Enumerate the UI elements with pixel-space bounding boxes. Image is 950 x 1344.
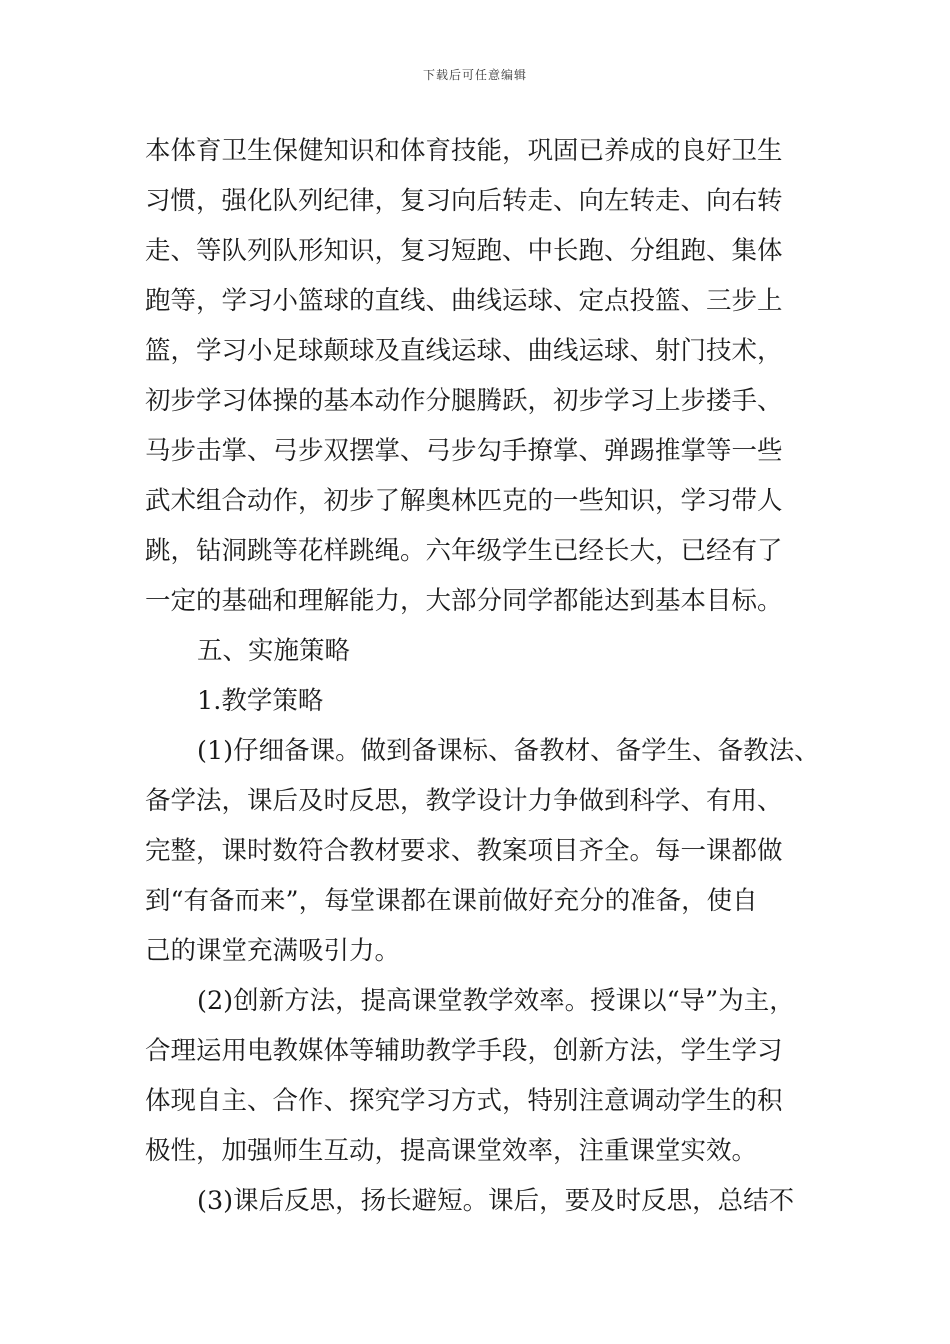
text-line: 武术组合动作，初步了解奥林匹克的一些知识，学习带人	[145, 486, 783, 516]
text-line: 体现自主、合作、探究学习方式，特别注意调动学生的积	[145, 1086, 783, 1116]
text-line: 初步学习体操的基本动作分腿腾跃，初步学习上步搂手、	[145, 386, 783, 416]
text-line: 跳，钻洞跳等花样跳绳。六年级学生已经长大，已经有了	[145, 536, 783, 566]
text-line: 篮，学习小足球颠球及直线运球、曲线运球、射门技术，	[145, 336, 783, 366]
text-line: 走、等队列队形知识，复习短跑、中长跑、分组跑、集体	[145, 236, 783, 266]
document-body	[145, 126, 825, 1226]
paragraph-start: (1)仔细备课。做到备课标、备教材、备学生、备教法、	[197, 736, 820, 766]
text-line: 本体育卫生保健知识和体育技能，巩固已养成的良好卫生	[145, 136, 783, 166]
text-line: 极性，加强师生互动，提高课堂效率，注重课堂实效。	[145, 1136, 758, 1166]
paragraph-start: (2)创新方法，提高课堂教学效率。授课以“导”为主，	[197, 986, 795, 1016]
text-line: 习惯，强化队列纪律，复习向后转走、向左转走、向右转	[145, 186, 783, 216]
text-line: 到“有备而来”，每堂课都在课前做好充分的准备，使自	[145, 886, 758, 916]
text-line: 马步击掌、弓步双摆掌、弓步勾手撩掌、弹踢推掌等一些	[145, 436, 783, 466]
subsection-heading: 1.教学策略	[197, 686, 324, 716]
text-line: 一定的基础和理解能力，大部分同学都能达到基本目标。	[145, 586, 783, 616]
text-line: 己的课堂充满吸引力。	[145, 936, 401, 966]
text-line: 备学法，课后及时反思，教学设计力争做到科学、有用、	[145, 786, 783, 816]
paragraph-start: (3)课后反思，扬长避短。课后，要及时反思，总结不	[197, 1186, 795, 1216]
text-line: 合理运用电教媒体等辅助教学手段，创新方法，学生学习	[145, 1036, 783, 1066]
text-line: 跑等，学习小篮球的直线、曲线运球、定点投篮、三步上	[145, 286, 783, 316]
page-header: 下载后可任意编辑	[422, 68, 527, 82]
section-heading: 五、实施策略	[197, 636, 351, 666]
text-line: 完整，课时数符合教材要求、教案项目齐全。每一课都做	[145, 836, 783, 866]
